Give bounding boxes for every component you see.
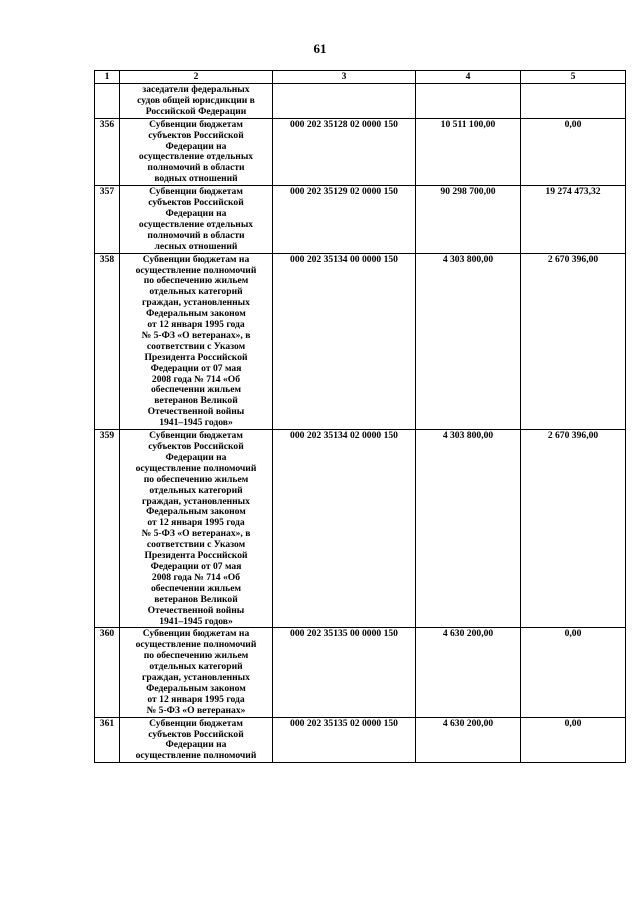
description-line: Президента Российской — [144, 550, 248, 562]
budget-code-cell — [273, 84, 416, 119]
description-line: соответствии с Указом — [146, 340, 246, 352]
description-line: Субвенции бюджетам — [149, 118, 243, 130]
description-line: Федерации на — [165, 140, 227, 152]
description-line: полномочий в области — [147, 162, 245, 174]
budget-code-cell: 000 202 35135 02 0000 150 — [273, 717, 416, 763]
description-line: соответствии с Указом — [146, 539, 246, 551]
planned-amount-cell — [416, 84, 521, 119]
description-line: Федеральным законом — [146, 506, 246, 518]
description-line: осуществление полномочий — [135, 462, 257, 474]
budget-code-cell: 000 202 35129 02 0000 150 — [273, 186, 416, 253]
table-row — [95, 118, 626, 185]
description-line: осуществление отдельных — [138, 151, 254, 163]
description-line: граждан, установленных — [142, 495, 250, 507]
description-line: 1941–1945 годов» — [159, 417, 233, 429]
description-line: от 12 января 1995 года — [147, 319, 245, 331]
description-line: Федерации от 07 мая — [150, 560, 242, 572]
planned-amount-cell: 4 630 200,00 — [416, 628, 521, 717]
description-line: полномочий в области — [147, 229, 245, 241]
description-cell — [120, 84, 273, 119]
budget-code-cell: 000 202 35134 02 0000 150 — [273, 430, 416, 628]
description-line: № 5-ФЗ «О ветеранах», в — [141, 329, 251, 341]
description-cell — [120, 253, 273, 430]
description-line: судов общей юрисдикции в — [137, 94, 255, 106]
description-line: осуществление полномочий — [135, 264, 257, 276]
description-cell — [120, 118, 273, 185]
executed-amount-cell — [521, 84, 626, 119]
description-line: субъектов Российской — [148, 728, 244, 740]
planned-amount-cell: 90 298 700,00 — [416, 186, 521, 253]
planned-amount-cell: 10 511 100,00 — [416, 118, 521, 185]
description-line: по обеспечению жильем — [143, 473, 249, 485]
planned-amount-cell: 4 303 800,00 — [416, 253, 521, 430]
row-number-cell: 358 — [95, 253, 120, 430]
description-line: субъектов Российской — [148, 129, 244, 141]
budget-code-cell: 000 202 35134 00 0000 150 — [273, 253, 416, 430]
description-line: Федерации на — [165, 739, 227, 751]
column-header-5: 5 — [521, 71, 626, 84]
description-line: осуществление полномочий — [135, 639, 257, 651]
column-header-3: 3 — [273, 71, 416, 84]
description-line: граждан, установленных — [142, 672, 250, 684]
description-line: 1941–1945 годов» — [159, 615, 233, 627]
description-cell — [120, 430, 273, 628]
description-line: Субвенции бюджетам на — [142, 628, 250, 640]
description-cell — [120, 186, 273, 253]
table-row — [95, 717, 626, 763]
executed-amount-cell: 2 670 396,00 — [521, 430, 626, 628]
description-line: по обеспечению жильем — [143, 650, 249, 662]
description-cell — [120, 628, 273, 717]
description-line: Федерации на — [165, 451, 227, 463]
description-line: Федеральным законом — [146, 308, 246, 320]
description-line: осуществление отдельных — [138, 218, 254, 230]
column-header-1: 1 — [95, 71, 120, 84]
description-line: Субвенции бюджетам — [149, 430, 243, 442]
budget-table — [94, 70, 626, 763]
budget-code-cell: 000 202 35135 00 0000 150 — [273, 628, 416, 717]
description-line: осуществление полномочий — [135, 750, 257, 762]
executed-amount-cell: 19 274 473,32 — [521, 186, 626, 253]
description-line: № 5-ФЗ «О ветеранах», в — [141, 528, 251, 540]
budget-code-cell: 000 202 35128 02 0000 150 — [273, 118, 416, 185]
page-number: 61 — [313, 41, 327, 56]
table-row — [95, 628, 626, 717]
executed-amount-cell: 0,00 — [521, 118, 626, 185]
description-line: Отечественной войны — [147, 406, 245, 418]
column-header-4: 4 — [416, 71, 521, 84]
column-header-2: 2 — [120, 71, 273, 84]
description-line: 2008 года № 714 «Об — [151, 373, 241, 385]
description-line: субъектов Российской — [148, 197, 244, 209]
description-cell — [120, 717, 273, 763]
planned-amount-cell: 4 303 800,00 — [416, 430, 521, 628]
description-line: граждан, установленных — [142, 297, 250, 309]
row-number-cell — [95, 84, 120, 119]
description-line: по обеспечению жильем — [143, 275, 249, 287]
description-line: отдельных категорий — [149, 661, 243, 673]
row-number-cell: 360 — [95, 628, 120, 717]
table-row — [95, 253, 626, 430]
description-line: Субвенции бюджетам — [149, 186, 243, 198]
description-line: Федеральным законом — [146, 682, 246, 694]
description-line: лесных отношений — [154, 240, 238, 252]
description-line: Субвенции бюджетам на — [142, 253, 250, 265]
table-row — [95, 430, 626, 628]
row-number-cell: 361 — [95, 717, 120, 763]
table-row — [95, 84, 626, 119]
description-line: ветеранов Великой — [154, 593, 238, 605]
description-line: субъектов Российской — [148, 441, 244, 452]
description-line: Федерации на — [165, 207, 227, 219]
description-line: Субвенции бюджетам — [149, 717, 243, 729]
description-line: Отечественной войны — [147, 604, 245, 616]
description-line: ветеранов Великой — [154, 395, 238, 407]
executed-amount-cell: 0,00 — [521, 628, 626, 717]
row-number-cell: 357 — [95, 186, 120, 253]
description-line: Федерации от 07 мая — [150, 362, 242, 374]
planned-amount-cell: 4 630 200,00 — [416, 717, 521, 763]
description-line: Российской Федерации — [145, 105, 247, 117]
table-header-row — [95, 71, 626, 84]
executed-amount-cell: 0,00 — [521, 717, 626, 763]
description-line: водных отношений — [154, 173, 238, 185]
description-line: от 12 января 1995 года — [147, 517, 245, 529]
row-number-cell: 359 — [95, 430, 120, 628]
description-line: Президента Российской — [144, 351, 248, 363]
description-line: заседатели федеральных — [142, 84, 250, 95]
description-line: 2008 года № 714 «Об — [151, 571, 241, 583]
description-line: от 12 января 1995 года — [147, 693, 245, 705]
description-line: отдельных категорий — [149, 484, 243, 496]
table-body — [95, 84, 626, 763]
description-line: обеспечении жильем — [150, 384, 242, 396]
table-row — [95, 186, 626, 253]
description-line: отдельных категорий — [149, 286, 243, 298]
description-line: № 5-ФЗ «О ветеранах» — [146, 704, 246, 716]
row-number-cell: 356 — [95, 118, 120, 185]
description-line: обеспечении жильем — [150, 582, 242, 594]
executed-amount-cell: 2 670 396,00 — [521, 253, 626, 430]
